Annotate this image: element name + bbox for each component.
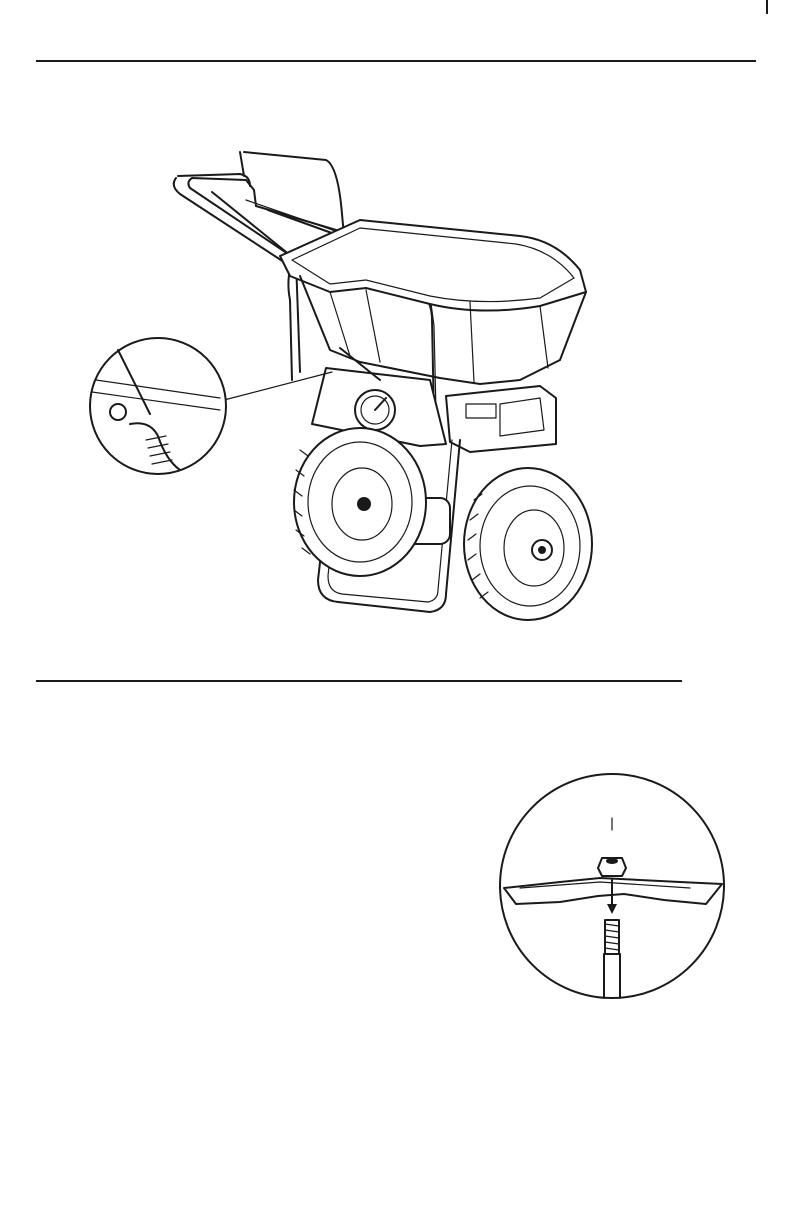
hex-nut bbox=[598, 858, 626, 876]
